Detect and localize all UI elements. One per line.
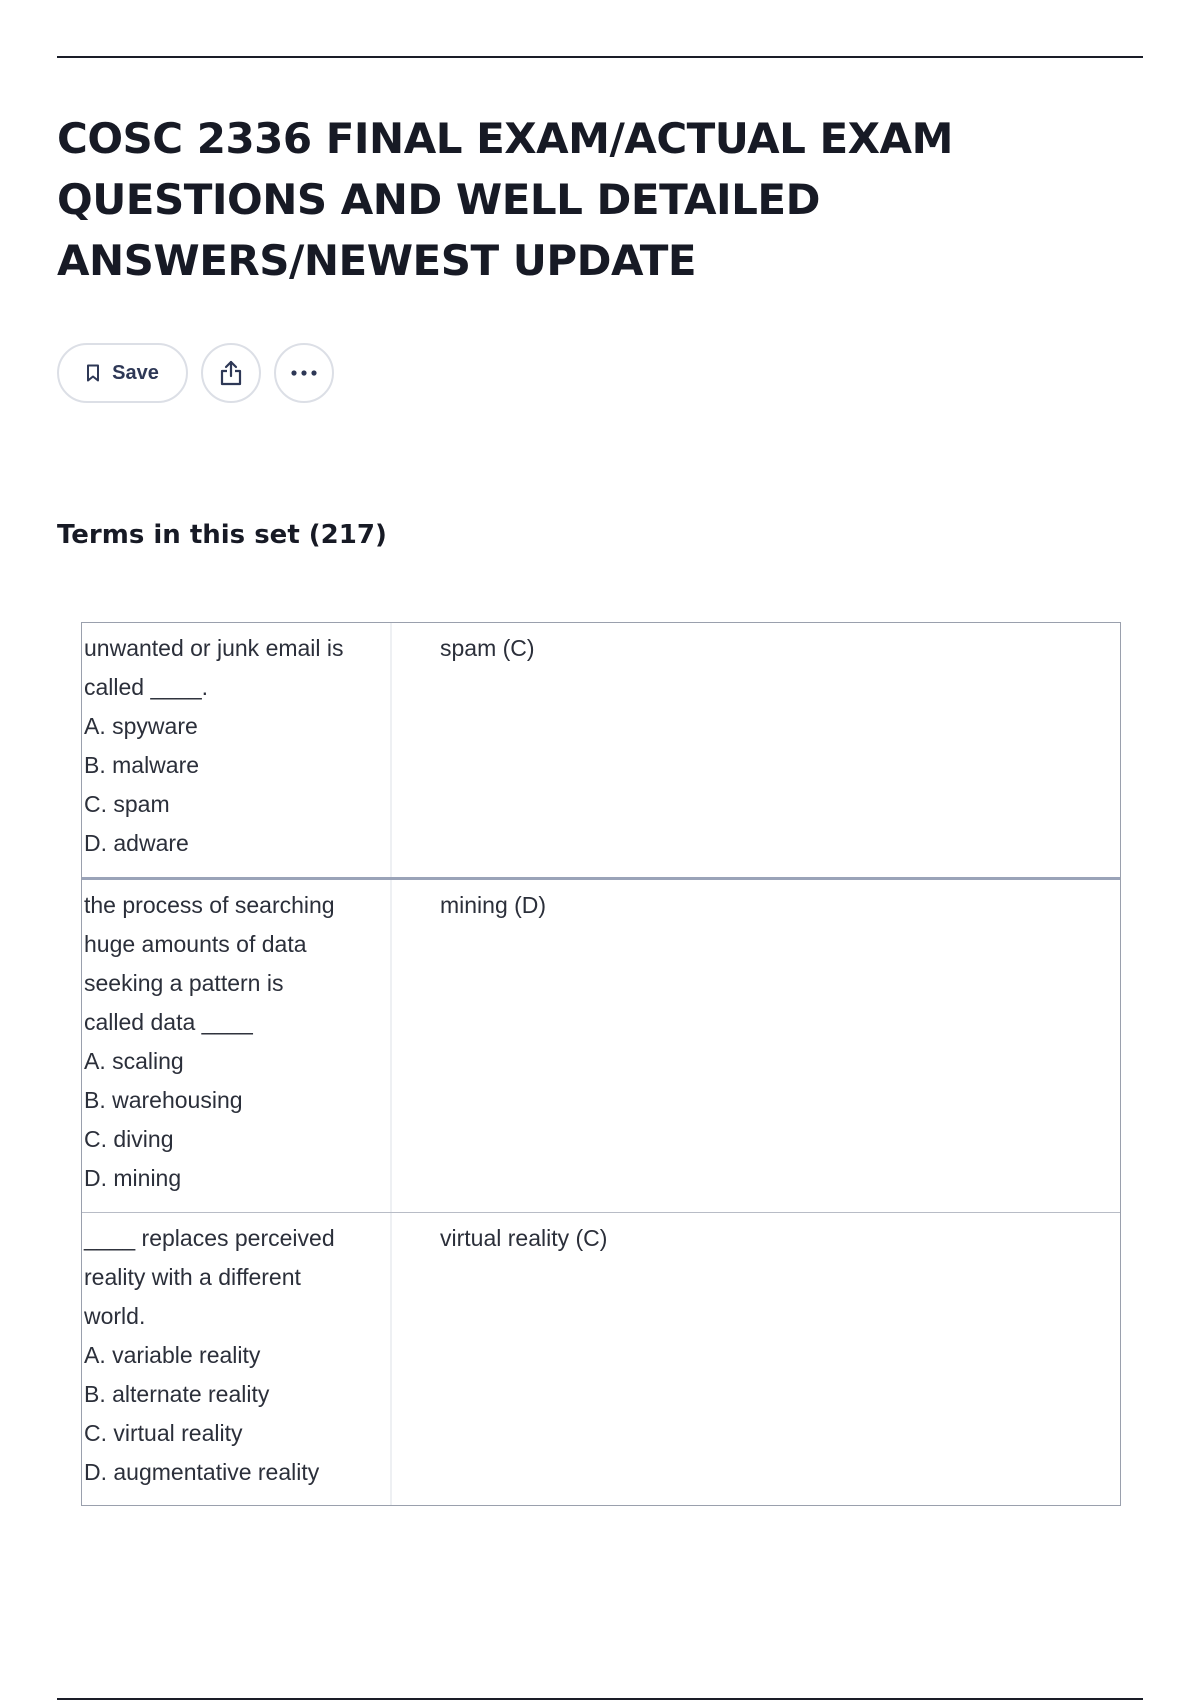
term-line: huge amounts of data bbox=[84, 931, 307, 957]
term-answer: virtual reality (C) bbox=[440, 1225, 608, 1251]
term-line: D. augmentative reality bbox=[84, 1459, 320, 1485]
term-line: D. mining bbox=[84, 1165, 182, 1191]
title-line: QUESTIONS AND WELL DETAILED bbox=[57, 175, 820, 224]
terms-table bbox=[81, 622, 1121, 1506]
share-button[interactable] bbox=[201, 343, 261, 403]
term-line: A. variable reality bbox=[84, 1342, 261, 1368]
save-button[interactable] bbox=[57, 343, 188, 403]
term-line: C. virtual reality bbox=[84, 1420, 243, 1446]
term-question bbox=[82, 880, 392, 1212]
title-line: COSC 2336 FINAL EXAM/ACTUAL EXAM bbox=[57, 114, 953, 163]
term-line: ____ replaces perceived bbox=[84, 1225, 335, 1251]
term-line: the process of searching bbox=[84, 892, 335, 918]
share-icon bbox=[218, 359, 244, 387]
term-line: B. warehousing bbox=[84, 1087, 243, 1113]
term-line: D. adware bbox=[84, 830, 189, 856]
more-options-button[interactable] bbox=[274, 343, 334, 403]
top-divider bbox=[57, 56, 1143, 58]
term-line: C. diving bbox=[84, 1126, 174, 1152]
action-bar bbox=[57, 343, 334, 403]
term-line: seeking a pattern is bbox=[84, 970, 284, 996]
terms-heading: Terms in this set (217) bbox=[57, 520, 387, 550]
term-line: A. spyware bbox=[84, 713, 198, 739]
term-line: C. spam bbox=[84, 791, 170, 817]
term-line: B. malware bbox=[84, 752, 200, 778]
term-line: called ____. bbox=[84, 674, 209, 700]
term-row bbox=[82, 880, 1120, 1213]
page-title bbox=[57, 108, 1057, 291]
more-icon bbox=[290, 369, 318, 377]
title-line: ANSWERS/NEWEST UPDATE bbox=[57, 236, 697, 285]
term-row bbox=[82, 1213, 1120, 1505]
term-line: unwanted or junk email is bbox=[84, 635, 344, 661]
term-answer: mining (D) bbox=[440, 892, 547, 918]
term-line: B. alternate reality bbox=[84, 1381, 270, 1407]
term-line: world. bbox=[84, 1303, 146, 1329]
term-line: A. scaling bbox=[84, 1048, 184, 1074]
term-line: called data ____ bbox=[84, 1009, 253, 1035]
save-button-label: Save bbox=[112, 361, 159, 384]
term-line: reality with a different bbox=[84, 1264, 301, 1290]
bookmark-icon bbox=[86, 364, 100, 382]
term-row bbox=[82, 623, 1120, 880]
term-question bbox=[82, 1213, 392, 1505]
term-answer: spam (C) bbox=[440, 635, 535, 661]
term-question bbox=[82, 623, 392, 877]
